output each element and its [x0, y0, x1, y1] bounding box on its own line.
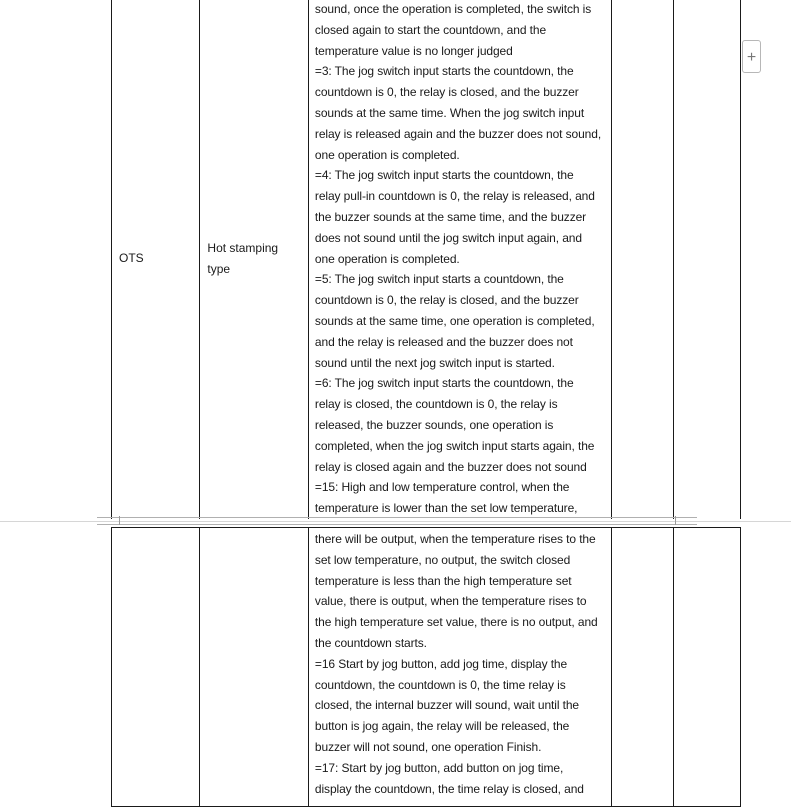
description-line: display the countdown, the time relay is closed, and: [314, 781, 584, 796]
description-line: button is jog again, the relay will be released, the: [314, 719, 570, 734]
description-line: =4: The jog switch input starts the countdown, the: [314, 168, 574, 183]
type-cell: [200, 528, 309, 807]
description-line: temperature is lower than the set low temperature,: [314, 501, 578, 516]
description-text: [309, 0, 611, 519]
description-line: countdown, the countdown is 0, the time relay is: [314, 677, 566, 692]
description-line: one operation is completed.: [314, 251, 460, 266]
description-line: countdown is 0, the relay is closed, and the buzzer: [314, 85, 579, 100]
description-line: =17: Start by jog button, add button on jog time,: [314, 760, 564, 775]
description-line: the high temperature set value, there is no output, and: [314, 615, 598, 630]
description-line: =3: The jog switch input starts the countdown, the: [314, 64, 574, 79]
description-line: sound, once the operation is completed, the switch is: [314, 2, 592, 16]
code-cell: [112, 528, 200, 807]
empty-cell: [612, 528, 673, 807]
page-break-marks: [97, 516, 697, 525]
description-line: there will be output, when the temperature rises to the: [314, 532, 596, 546]
description-line: and the relay is released and the buzzer does not: [314, 334, 573, 349]
parameter-code: OTS: [119, 251, 144, 266]
description-line: set low temperature, no output, the switch closed: [314, 552, 571, 567]
table-row: [112, 0, 741, 519]
description-text: [309, 528, 611, 799]
plus-icon: +: [746, 49, 757, 66]
description-line: sounds at the same time. When the jog switch input: [314, 105, 585, 120]
description-line: relay is closed again and the buzzer does not sound: [314, 459, 587, 474]
parameter-type: Hot stamping type: [207, 240, 279, 276]
description-line: closed again to start the countdown, and the: [314, 22, 547, 37]
description-line: completed, when the jog switch input starts again, the: [314, 438, 595, 453]
description-line: closed, the internal buzzer will sound, wait until the: [314, 698, 580, 713]
description-line: one operation is completed.: [314, 147, 460, 162]
description-line: =16 Start by jog button, add jog time, display the: [314, 656, 568, 671]
description-line: temperature is less than the high temperature set: [314, 573, 572, 588]
parameter-table-bottom: [111, 527, 741, 807]
empty-cell: [673, 528, 740, 807]
description-line: relay pull-in countdown is 0, the relay is released, and: [314, 189, 595, 204]
type-cell: [200, 0, 309, 519]
description-line: =5: The jog switch input starts a countdown, the: [314, 272, 564, 287]
code-cell: [112, 0, 200, 519]
parameter-table-top: [111, 0, 741, 520]
description-line: relay is closed, the countdown is 0, the relay is: [314, 397, 558, 412]
description-cell: [308, 528, 611, 807]
description-line: the countdown starts.: [314, 635, 427, 650]
description-line: buzzer will not sound, one operation Finish.: [314, 739, 542, 754]
empty-cell: [612, 0, 673, 519]
add-button[interactable]: [742, 40, 761, 73]
description-line: temperature value is no longer judged: [314, 43, 513, 58]
description-line: sounds at the same time, one operation is completed,: [314, 313, 595, 328]
empty-cell: [673, 0, 740, 519]
description-line: value, there is output, when the temperature rises to: [314, 594, 587, 609]
description-line: the buzzer sounds at the same time, and the buzzer: [314, 209, 587, 224]
description-line: released, the buzzer sounds, one operation is: [314, 417, 554, 432]
description-line: does not sound until the jog switch input again, and: [314, 230, 582, 245]
description-line: relay is released again and the buzzer does not sound,: [314, 126, 602, 141]
description-line: =15: High and low temperature control, when the: [314, 480, 570, 495]
description-cell: [308, 0, 611, 519]
description-line: countdown is 0, the relay is closed, and the buzzer: [314, 293, 579, 308]
description-line: sound until the next jog switch input is started.: [314, 355, 555, 370]
description-line: =6: The jog switch input starts the countdown, the: [314, 376, 574, 391]
table-row: [112, 528, 741, 807]
